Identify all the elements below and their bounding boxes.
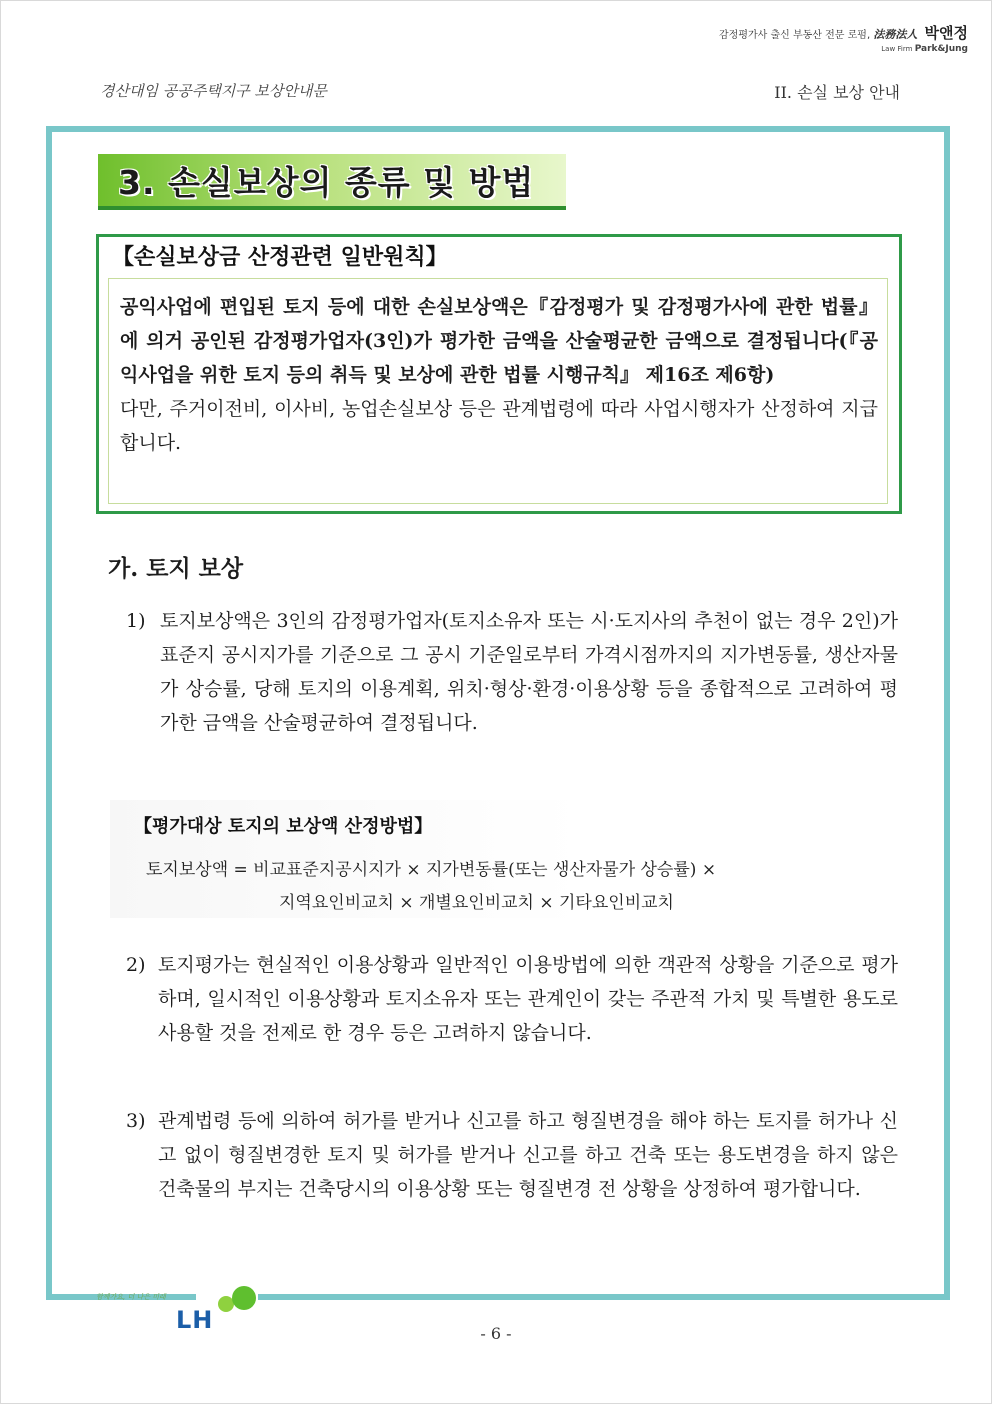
item-text: 토지평가는 현실적인 이용상황과 일반적인 이용방법에 의한 객관적 상황을 기준으로 평가하며, 일시적인 이용상황과 토지소유자 또는 관계인이 갖는 주관적 가치 및 특별한 용도로 사용할 것을 전제로 한 경우 등은 고려하지 않습니다. [158, 954, 898, 1044]
formula-line-1: 토지보상액 = 비교표준지공시지가 × 지가변동률(또는 생산자물가 상승률) × [146, 860, 717, 880]
method-title: 【평가대상 토지의 보상액 산정방법】 [134, 816, 433, 837]
firm-sub-name: Park&Jung [914, 44, 968, 54]
item-text: 관계법령 등에 의하여 허가를 받거나 신고를 하고 형질변경을 해야 하는 토지를 허가나 신고 없이 형질변경한 토지 및 허가를 받거나 신고를 하고 건축 또는 용도변경을 하지 않은 건축물의 부지는 건축당시의 이용상황 또는 형질변경 전 상황을 상정하여 평가합니다. [158, 1110, 898, 1200]
firm-line [719, 22, 968, 43]
firm-desc: 감정평가사 출신 부동산 전문 로펌, [719, 30, 871, 41]
formula-line-2: 지역요인비교치 × 개별요인비교치 × 기타요인비교치 [279, 893, 674, 913]
item-text: 토지보상액은 3인의 감정평가업자(토지소유자 또는 시·도지사의 추천이 없는 경우 2인)가 표준지 공시지가를 기준으로 그 공시 기준일로부터 가격시점까지의 지가변동률, 생산자물가 상승률, 당해 토지의 이용계획, 위치·형상·환경·이용상황 등을 종합적으로 고려하여 평가한 금액을 산술평균하여 결정됩니다. [160, 610, 898, 734]
principle-text-bold: 공익사업에 편입된 토지 등에 대한 손실보상액은『감정평가 및 감정평가사에 관한 법률』에 의거 공인된 감정평가업자(3인)가 평가한 금액을 산술평균한 금액으로 결정됩니다(『공익사업을 위한 토지 등의 취득 및 보상에 관한 법률 시행규칙』 제16조 제6항) [120, 296, 878, 386]
firm-name: 박앤정 [924, 24, 968, 42]
firm-hanja: 法務法人 [873, 28, 918, 41]
firm-sub [719, 44, 968, 54]
section-title: 3. 손실보상의 종류 및 방법 [118, 163, 535, 202]
firm-sub-prefix: Law Firm [881, 45, 913, 53]
footer-slogan: 함께가요, 더 나은 미래 [96, 1293, 166, 1301]
land-heading: 가. 토지 보상 [108, 555, 244, 582]
principle-text-normal: 다만, 주거이전비, 이사비, 농업손실보상 등은 관계법령에 따라 사업시행자가 산정하여 지급합니다. [120, 398, 878, 454]
principle-text [120, 290, 878, 460]
lh-logo-text: LH [176, 1306, 214, 1334]
land-item-1 [126, 604, 898, 740]
firm-header [719, 22, 968, 54]
page-number: - 6 - [480, 1324, 512, 1343]
frame-bottom-right [258, 1294, 950, 1300]
item-number: 3) [126, 1110, 146, 1132]
land-item-3 [126, 1104, 898, 1206]
document-title: 경산대임 공공주택지구 보상안내문 [100, 82, 327, 100]
principle-heading: 【손실보상금 산정관련 일반원칙】 [112, 245, 448, 270]
land-item-2 [126, 948, 898, 1050]
item-number: 1) [126, 610, 146, 632]
chapter-title: II. 손실 보상 안내 [774, 83, 900, 102]
item-number: 2) [126, 954, 146, 976]
